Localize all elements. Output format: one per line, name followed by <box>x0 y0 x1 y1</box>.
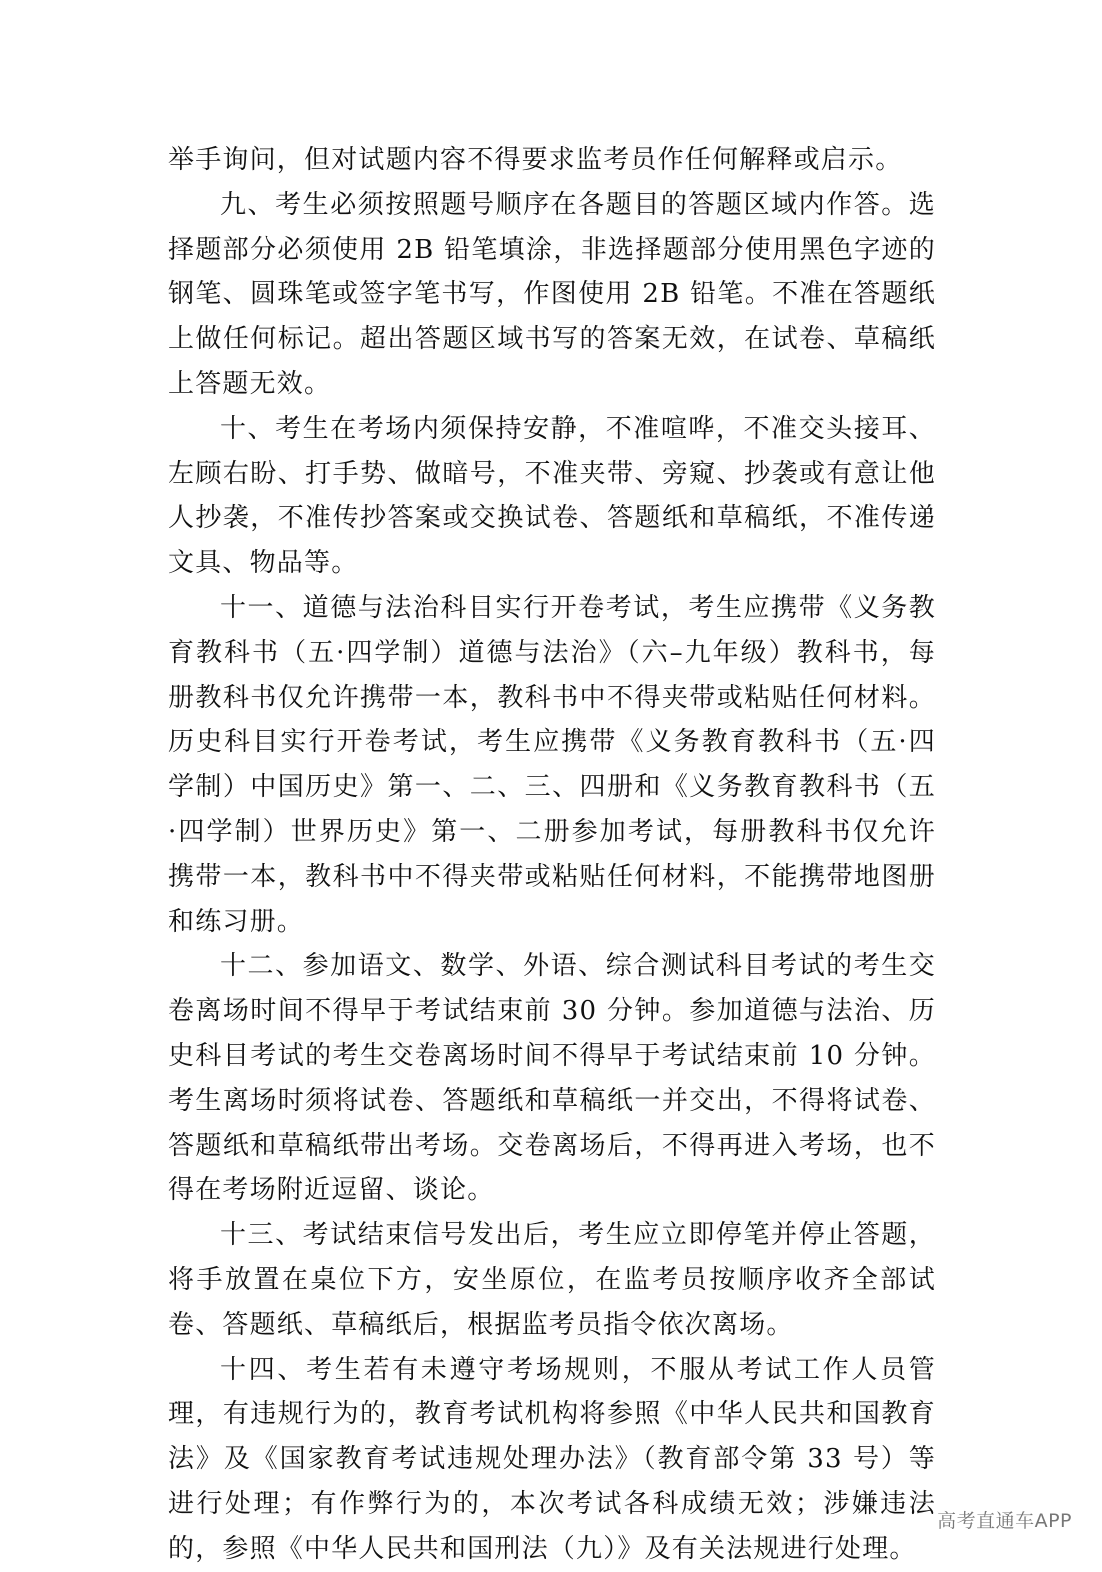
watermark-text: 高考直通车APP <box>937 1510 1072 1532</box>
paragraph-rule-11: 十一、道德与法治科目实行开卷考试，考生应携带《义务教育教科书（五·四学制）道德与法治》（六–九年级）教科书，每册教科书仅允许携带一本，教科书中不得夹带或粘贴任何材料。历史科目实行开卷考试，考生应携带《义务教育教科书（五·四学制）中国历史》第一、二、三、四册和《义务教育教科书（五·四学制）世界历史》第一、二册参加考试，每册教科书仅允许携带一本，教科书中不得夹带或粘贴任何材料，不能携带地图册和练习册。 <box>168 592 936 937</box>
document-body <box>168 138 936 1572</box>
paragraph-rule-13: 十三、考试结束信号发出后，考生应立即停笔并停止答题，将手放置在桌位下方，安坐原位，在监考员按顺序收齐全部试卷、答题纸、草稿纸后，根据监考员指令依次离场。 <box>168 1220 936 1340</box>
paragraph-rule-10: 十、考生在考场内须保持安静，不准喧哗，不准交头接耳、左顾右盼、打手势、做暗号，不准夹带、旁窥、抄袭或有意让他人抄袭，不准传抄答案或交换试卷、答题纸和草稿纸，不准传递文具、物品等。 <box>168 413 936 579</box>
paragraph-continuation: 举手询问，但对试题内容不得要求监考员作任何解释或启示。 <box>168 145 903 175</box>
paragraph-rule-12: 十二、参加语文、数学、外语、综合测试科目考试的考生交卷离场时间不得早于考试结束前 30 分钟。参加道德与法治、历史科目考试的考生交卷离场时间不得早于考试结束前 10 分钟。考生离场时须将试卷、答题纸和草稿纸一并交出，不得将试卷、答题纸和草稿纸带出考场。交卷离场后，不得再进入考场，也不得在考场附近逗留、谈论。 <box>168 951 936 1206</box>
paragraph-rule-9: 九、考生必须按照题号顺序在各题目的答题区域内作答。选择题部分必须使用 2B 铅笔填涂，非选择题部分使用黑色字迹的钢笔、圆珠笔或签字笔书写，作图使用 2B 铅笔。不准在答题纸上做任何标记。超出答题区域书写的答案无效，在试卷、草稿纸上答题无效。 <box>168 189 936 399</box>
paragraph-rule-14: 十四、考生若有未遵守考场规则，不服从考试工作人员管理，有违规行为的，教育考试机构将参照《中华人民共和国教育法》及《国家教育考试违规处理办法》（教育部令第 33 号）等进行处理；有作弊行为的，本次考试各科成绩无效；涉嫌违法的，参照《中华人民共和国刑法（九）》及有关法规进行处理。 <box>168 1354 936 1564</box>
